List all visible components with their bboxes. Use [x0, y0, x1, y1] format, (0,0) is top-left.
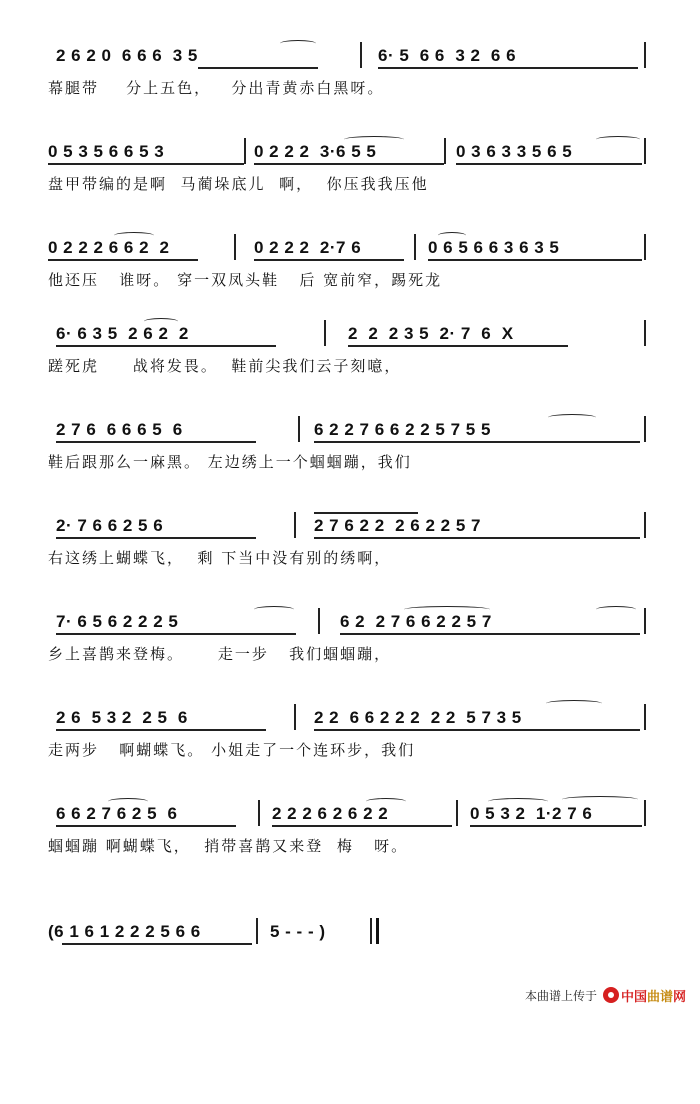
lyrics-line: 乡上喜鹊来登梅。 走一步 我们蝈蝈蹦， [48, 645, 392, 663]
measure-notes: 6 2 2 7 6 6 2 2 5 7 5 5 [314, 420, 491, 439]
score-row [48, 804, 650, 854]
beam-underline [56, 345, 276, 347]
beam-underline [378, 67, 638, 69]
beam-underline [56, 633, 296, 635]
beam-underline [48, 163, 244, 165]
measure-notes: 2 2 6 6 2 2 2 2 2 5 7 3 5 [314, 708, 522, 727]
beam-underline [340, 633, 640, 635]
measure-notes: 2 2 2 3 5 2· 7 6 X [348, 324, 514, 343]
notes-line [48, 612, 650, 636]
measure-notes: 5 - - - ) [270, 922, 326, 941]
slur-mark [438, 232, 466, 239]
lyrics-line: 蹉死虎 战将发畏。 鞋前尖我们云子刻噫， [48, 357, 402, 375]
beam-underline [254, 163, 444, 165]
beam-underline [428, 259, 642, 261]
slur-mark [562, 796, 638, 803]
bar-line [360, 42, 362, 68]
beam-underline [48, 259, 198, 261]
measure-notes: 2 6 2 0 6 6 6 3 5 [56, 46, 198, 65]
footer [525, 985, 686, 1005]
beam-underline [470, 825, 642, 827]
beam-underline [56, 729, 266, 731]
lyrics-line: 他还压 谁呀。 穿一双凤头鞋 后 宽前窄，踢死龙 [48, 271, 443, 289]
score-row [48, 922, 650, 972]
score-row [48, 708, 650, 758]
measure-notes: 2 7 6 6 6 6 5 6 [56, 420, 183, 439]
measure-notes: 6 2 2 7 6 6 2 2 5 7 [340, 612, 492, 631]
final-bar-thick [376, 918, 379, 944]
slur-mark [366, 798, 406, 805]
score-row [48, 238, 650, 288]
slur-mark [144, 318, 178, 325]
beam-underline [62, 943, 252, 945]
measure-notes: 0 3 6 3 3 5 6 5 [456, 142, 573, 161]
lyrics-line: 鞋后跟那么一麻黑。 左边绣上一个蝈蝈蹦，我们 [48, 453, 412, 471]
notes-line [48, 142, 650, 166]
score-row [48, 142, 650, 192]
bar-line [644, 704, 646, 730]
lyrics-line: 蝈蝈蹦 啊蝴蝶飞， 捎带喜鹊又来登 梅 呀。 [48, 837, 409, 855]
score-row [48, 324, 650, 374]
slur-mark [344, 136, 404, 143]
bar-line [318, 608, 320, 634]
slur-mark [548, 414, 596, 421]
slur-mark [114, 232, 154, 239]
measure-notes: 0 2 2 2 6 6 2 2 [48, 238, 170, 257]
bar-line [294, 704, 296, 730]
bar-line [644, 42, 646, 68]
notes-line [48, 708, 650, 732]
slur-mark [254, 606, 294, 613]
lyrics-line: 走两步 啊蝴蝶飞。 小姐走了一个连环步，我们 [48, 741, 416, 759]
lyrics-line: 盘甲带编的是啊 马蔺垛底儿 啊， 你压我我压他 [48, 175, 429, 193]
bar-line [456, 800, 458, 826]
measure-notes: 6· 5 6 6 3 2 6 6 [378, 46, 517, 65]
slur-mark [108, 798, 148, 805]
bar-line [644, 800, 646, 826]
bar-line [644, 512, 646, 538]
score-row [48, 612, 650, 662]
measure-notes: 0 2 2 2 3·6 5 5 [254, 142, 377, 161]
bar-line [644, 234, 646, 260]
slur-mark [596, 136, 640, 143]
score-row [48, 420, 650, 470]
bar-line [444, 138, 446, 164]
measure-notes: 0 5 3 5 6 6 5 3 [48, 142, 165, 161]
bar-line [644, 320, 646, 346]
bar-line [644, 416, 646, 442]
lyrics-line: 右这绣上蝴蝶飞， 剩 下当中没有别的绣啊， [48, 549, 392, 567]
beam-underline [198, 67, 318, 69]
measure-notes: 2 7 6 2 2 2 6 2 2 5 7 [314, 516, 481, 535]
bar-line [244, 138, 246, 164]
bar-line [644, 608, 646, 634]
beam-underline [56, 537, 256, 539]
logo-icon [603, 987, 619, 1003]
site-logo[interactable] [603, 986, 686, 1005]
measure-notes: 0 5 3 2 1·2 7 6 [470, 804, 593, 823]
measure-notes: 2 6 5 3 2 2 5 6 [56, 708, 188, 727]
final-bar-thin [370, 918, 372, 944]
bar-line [258, 800, 260, 826]
notes-line [48, 324, 650, 348]
upload-caption: 本曲谱上传于 [524, 988, 597, 1003]
notes-line [48, 46, 650, 70]
beam-underline [272, 825, 452, 827]
notes-line [48, 420, 650, 444]
beam-underline [314, 729, 640, 731]
beam-underline [456, 163, 642, 165]
beam-underline [56, 441, 256, 443]
measure-notes: 0 6 5 6 6 3 6 3 5 [428, 238, 560, 257]
measure-notes: 7· 6 5 6 2 2 2 5 [56, 612, 179, 631]
measure-notes: 2 2 2 6 2 6 2 2 [272, 804, 389, 823]
score-row [48, 46, 650, 96]
slur-mark [546, 700, 602, 707]
beam-overline [314, 512, 418, 514]
logo-part: 网 [672, 989, 686, 1005]
notes-line [48, 922, 650, 946]
slur-mark [596, 606, 636, 613]
bar-line [414, 234, 416, 260]
logo-part: 曲谱 [646, 989, 673, 1005]
lyrics-line: 幕腿带 分上五色， 分出青黄赤白黑呀。 [48, 79, 385, 97]
measure-notes: (6 1 6 1 2 2 2 5 6 6 [48, 922, 201, 941]
beam-underline [254, 259, 404, 261]
beam-underline [314, 537, 640, 539]
bar-line [234, 234, 236, 260]
measure-notes: 2· 7 6 6 2 5 6 [56, 516, 164, 535]
beam-underline [314, 441, 640, 443]
beam-underline [348, 345, 568, 347]
bar-line [256, 918, 258, 944]
slur-mark [488, 798, 548, 805]
bar-line [298, 416, 300, 442]
slur-mark [280, 40, 316, 47]
bar-line [324, 320, 326, 346]
logo-part: 中国 [620, 989, 647, 1005]
bar-line [294, 512, 296, 538]
slur-mark [404, 606, 490, 613]
notes-line [48, 804, 650, 828]
measure-notes: 6 6 2 7 6 2 5 6 [56, 804, 178, 823]
measure-notes: 6· 6 3 5 2 6 2 2 [56, 324, 189, 343]
score-row [48, 516, 650, 566]
notes-line [48, 238, 650, 262]
notes-line [48, 516, 650, 540]
measure-notes: 0 2 2 2 2·7 6 [254, 238, 362, 257]
beam-underline [56, 825, 236, 827]
bar-line [644, 138, 646, 164]
